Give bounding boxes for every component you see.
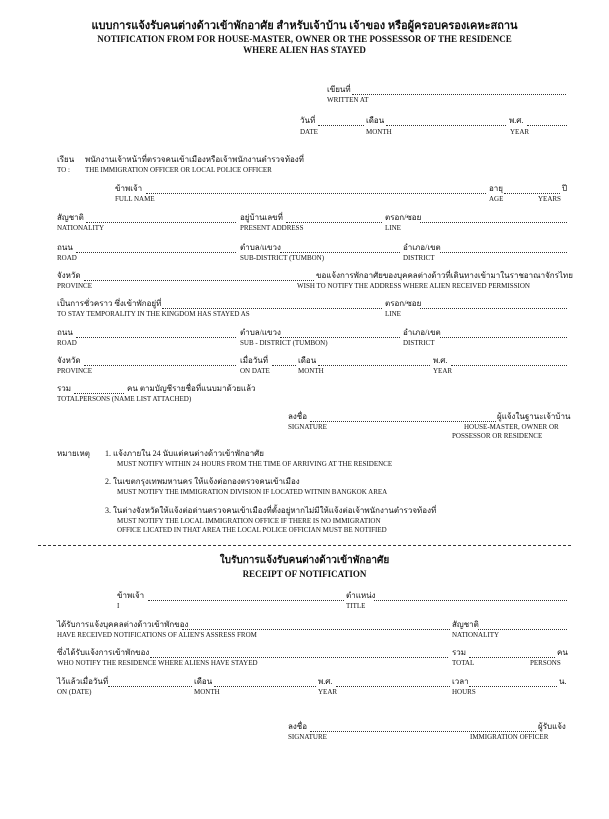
receipt-time-field[interactable] [469,686,557,687]
road-label-en: ROAD [57,254,77,262]
district-field[interactable] [440,252,567,253]
signature-label-th: ลงชื่อ [288,412,308,421]
subdistrict-2-label-th: ตำบล/แขวง [240,328,281,337]
total-persons-field[interactable] [74,393,124,394]
address-label-en: PRESENT ADDRESS [240,224,304,232]
receipt-year-field[interactable] [336,686,450,687]
stay-line-label-en: LINE [385,310,401,318]
remark-2-en: MUST NOTIFY THE IMMIGRATION DIVISION IF LOCATED WITNIN BANGKOK AREA [117,488,388,496]
date-label-en: DATE [300,128,318,136]
receipt-nationality-field[interactable] [478,629,567,630]
year-label-en: YEAR [510,128,530,136]
to-value-en: THE IMMIGRATION OFFICER OR LOCAL POLICE OFFICER [85,166,272,174]
wish-text-en: WISH TO NOTIFY THE ADDRESS WHERE ALIEN RECEIVED PERMISSION [297,282,530,290]
on-year-label-th: พ.ศ. [433,356,448,365]
receipt-nationality-label-en: NATIONALITY [452,631,500,639]
on-date-label-en: ON DATE [240,367,270,375]
line-label-th: ตรอก/ซอย [385,213,422,222]
remark-3-en: MUST NOTIFY THE LOCAL IMMIGRATION OFFICE IF THERE IS NO IMMIGRATION [117,517,381,525]
on-year-label-en: YEAR [433,367,453,375]
province-field[interactable] [84,280,314,281]
written-at-field[interactable] [352,94,566,95]
receipt-time-label-en: HOURS [452,688,476,696]
receipt-year-label-en: YEAR [318,688,338,696]
form-title-english: NOTIFICATION FROM FOR HOUSE-MASTER, OWNER OR THE POSSESSOR OF THE RESIDENCE [97,34,512,44]
date-month-field[interactable] [386,125,506,126]
receipt-signature-field[interactable] [310,731,536,732]
nationality-label-th: สัญชาติ [57,213,84,222]
on-month-field[interactable] [318,365,430,366]
receipt-persons-label-th: คน [557,648,568,657]
total-label-en: TOTALPERSONS (NAME LIST ATTACHED) [57,395,192,403]
district-label-th: อำเภอ/เขต [403,243,441,252]
district-label-en: DISTRICT [403,254,435,262]
district-2-label-th: อำเภอ/เขต [403,328,441,337]
receipt-received-label-en: HAVE RECEIVED NOTIFICATIONS OF ALIEN'S ASSRESS FROM [57,631,257,639]
receipt-signature-label-th: ลงชื่อ [288,722,308,731]
signature-label-en: SIGNATURE [288,423,327,431]
subdistrict-label-th: ตำบล/แขวง [240,243,281,252]
remark-3-th: 3. ในต่างจังหวัดให้แจ้งต่อด่านตรวจคนเข้าเมืองที่ตั้งอยู่หากไม่มีให้แจ้งต่อเจ้าพนักงานตำรวจท้องที่ [105,506,437,515]
remark-3-en-2: OFFICE LICATED IN THAT AREA THE LOCAL POLICE OFFICIAN MUST BE NOTIFIED [117,526,387,534]
receipt-signature-label-en: SIGNATURE [288,733,327,741]
subdistrict-2-label-en: SUB - DISTRICT (TUMBON) [240,339,328,347]
road-2-field[interactable] [76,337,236,338]
date-label-th: วันที่ [300,116,316,125]
signature-field[interactable] [310,421,496,422]
remark-2-th: 2. ในเขตกรุงเทพมหานคร ให้แจ้งต่อกองตรวจคนเข้าเมือง [105,477,300,486]
receipt-officer-label-en: IMMIGRATION OFFICER [470,733,549,741]
receipt-date-field[interactable] [108,686,192,687]
total-label-th: รวม [57,384,72,393]
full-name-label-en: FULL NAME [115,195,155,203]
receipt-officer-label-th: ผู้รับแจ้ง [538,722,566,731]
province-2-label-en: PROVINCE [57,367,93,375]
to-label-en: TO : [57,166,70,174]
full-name-label-th: ข้าพเจ้า [115,184,143,193]
receipt-on-label-th: ไว้แล้วเมื่อวันที่ [57,677,109,686]
province-label-en: PROVINCE [57,282,93,290]
receipt-title-label-th: ตำแหน่ง [346,591,376,600]
province-label-th: จังหวัด [57,271,81,280]
district-2-label-en: DISTRICT [403,339,435,347]
age-field[interactable] [504,193,560,194]
receipt-total-label-en: TOTAL [452,659,475,667]
remarks-label: หมายเหตุ [57,449,90,458]
age-label-en: AGE [489,195,504,203]
full-name-field[interactable] [146,193,486,194]
receipt-officer-name-field[interactable] [148,600,344,601]
receipt-who-label-en: WHO NOTIFY THE RESIDENCE WHERE ALIENS HAVE STAYED [57,659,258,667]
address-label-th: อยู่บ้านเลขที่ [240,213,283,222]
written-at-label-th: เขียนที่ [327,85,351,94]
on-month-label-en: MONTH [298,367,324,375]
remark-1-th: 1. แจ้งภายใน 24 นับแต่คนต่างด้าวเข้าพักอาศัย [105,449,264,458]
address-field[interactable] [286,222,382,223]
on-month-label-th: เดือน [298,356,317,365]
stay-address-field[interactable] [162,308,382,309]
subdistrict-label-en: SUB-DISTRICT (TUMBON) [240,254,325,262]
month-label-th: เดือน [366,116,385,125]
road-2-label-en: ROAD [57,339,77,347]
receipt-who-field[interactable] [150,657,448,658]
month-label-en: MONTH [366,128,392,136]
form-title-english-2: WHERE ALIEN HAS STAYED [243,45,366,55]
receipt-who-label-th: ซึ่งได้รับแจ้งการเข้าพักของ [57,648,150,657]
year-label-th: พ.ศ. [509,116,524,125]
stay-line-label-th: ตรอก/ซอย [385,299,422,308]
form-title-thai: แบบการแจ้งรับคนต่างด้าวเข้าพักอาศัย สำหรับเจ้าบ้าน เจ้าของ หรือผู้ครอบครองเคหะสถาน [91,20,518,32]
district-2-field[interactable] [440,337,567,338]
subdistrict-2-field[interactable] [280,337,400,338]
house-master-role-en: HOUSE-MASTER, OWNER OR [464,423,559,431]
nationality-label-en: NATIONALITY [57,224,105,232]
line-label-en: LINE [385,224,401,232]
to-label-th: เรียน [57,155,75,164]
written-at-label-en: WRITTEN AT [327,96,369,104]
receipt-title-label-en: TITLE [346,602,366,610]
house-master-role-en-2: POSSESSOR OR RESIDENCE [452,432,543,440]
receipt-title-th: ใบรับการแจ้งรับคนต่างด้าวเข้าพักอาศัย [219,555,390,566]
receipt-nationality-label-th: สัญชาติ [452,620,479,629]
receipt-time-label-th: เวลา [452,677,469,686]
receipt-from-field[interactable] [182,629,450,630]
receipt-total-field[interactable] [469,657,555,658]
age-label-th: อายุ [489,184,503,193]
receipt-persons-label-en: PERSONS [530,659,561,667]
remark-1-en: MUST NOTIFY WITHIN 24 HOURS FROM THE TIME OF ARRIVING AT THE RESIDENCE [117,460,393,468]
receipt-month-label-en: MONTH [194,688,220,696]
years-label-th: ปี [562,184,568,193]
subdistrict-field[interactable] [280,252,400,253]
date-year-field[interactable] [527,125,567,126]
road-label-th: ถนน [57,243,73,252]
receipt-i-label-en: I [117,602,120,610]
receipt-total-label-th: รวม [452,648,467,657]
receipt-i-label-th: ข้าพเจ้า [117,591,145,600]
stay-label-en: TO STAY TEMPORALITY IN THE KINGDOM HAS STAYED AS [57,310,250,318]
receipt-officer-title-field[interactable] [374,600,567,601]
receipt-on-label-en: ON (DATE) [57,688,92,696]
house-master-role-th: ผู้แจ้งในฐานะเจ้าบ้าน [497,412,571,421]
on-year-field[interactable] [451,365,567,366]
on-date-field[interactable] [272,365,296,366]
road-field[interactable] [76,252,236,253]
stay-label-th: เป็นการชั่วคราว ซึ่งเข้าพักอยู่ที่ [57,299,162,308]
receipt-year-label-th: พ.ศ. [318,677,333,686]
receipt-received-label-th: ได้รับการแจ้งบุคคลต่างด้าวเข้าพักของ [57,620,189,629]
nationality-field[interactable] [86,222,236,223]
province-2-field[interactable] [84,365,236,366]
receipt-month-field[interactable] [214,686,316,687]
road-2-label-th: ถนน [57,328,73,337]
cut-line-divider [38,545,571,546]
on-date-label-th: เมื่อวันที่ [240,356,269,365]
line-field[interactable] [420,222,567,223]
receipt-month-label-th: เดือน [194,677,213,686]
date-day-field[interactable] [318,125,364,126]
stay-line-field[interactable] [420,308,567,309]
receipt-n-label-th: น. [559,677,567,686]
to-value-th: พนักงานเจ้าหน้าที่ตรวจคนเข้าเมืองหรือเจ้าพนักงานตำรวจท้องที่ [85,155,304,164]
receipt-title-en: RECEIPT OF NOTIFICATION [242,569,367,579]
province-2-label-th: จังหวัด [57,356,81,365]
total-text-th: คน ตามบัญชีรายชื่อที่แนบมาด้วยแล้ว [127,384,256,393]
wish-text-th: ขอแจ้งการพักอาศัยของบุคคลต่างด้าวที่เดินทางเข้ามาในราชอาณาจักรไทย [316,271,573,280]
years-label-en: YEARS [538,195,561,203]
